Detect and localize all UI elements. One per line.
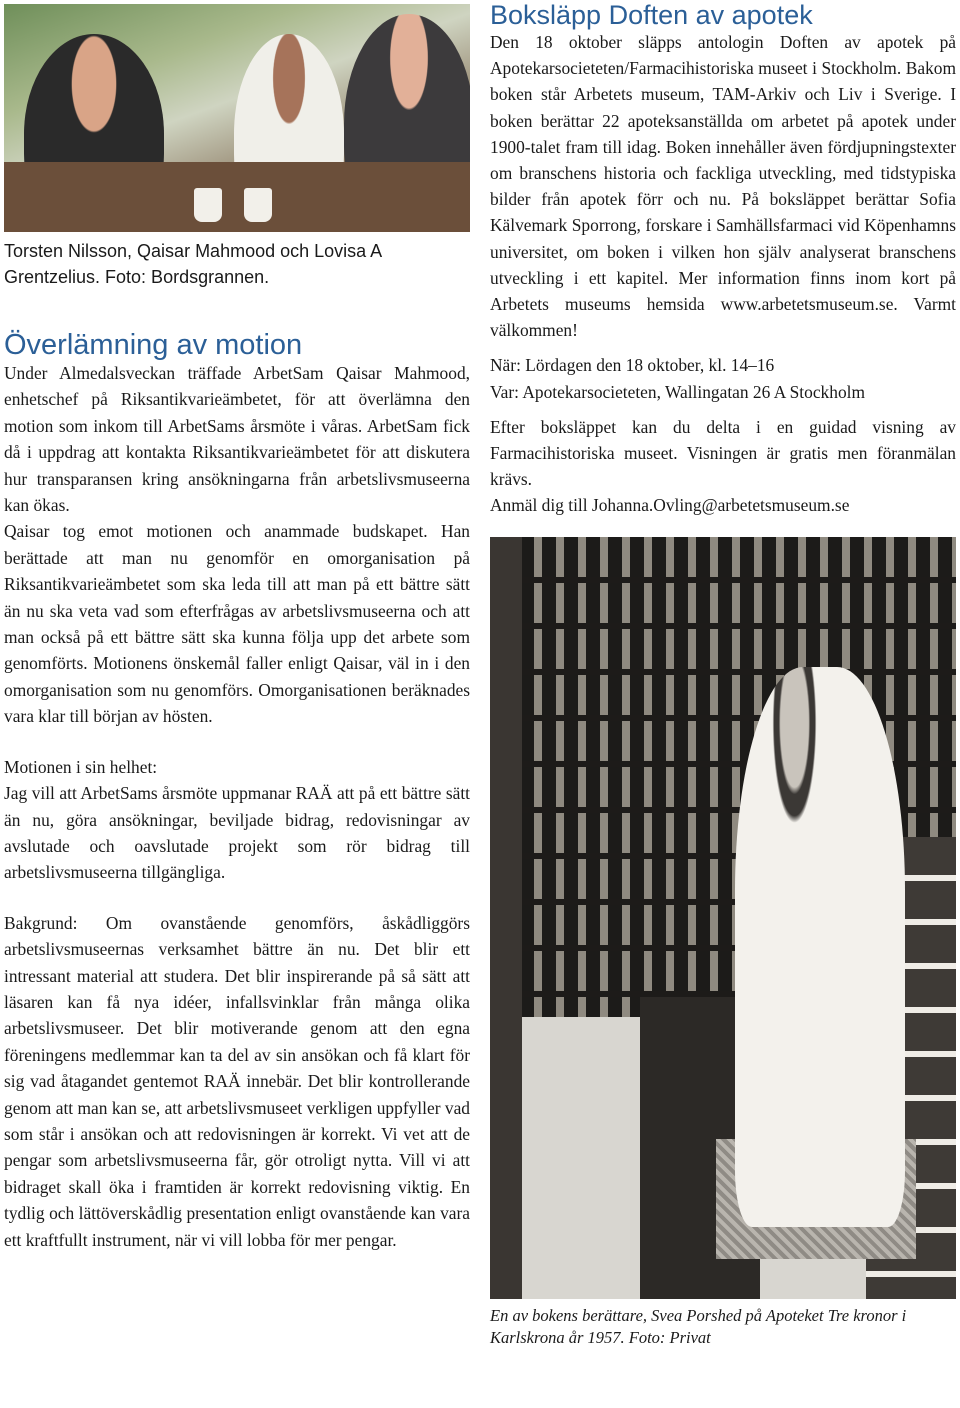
book-release-heading: Boksläpp Doften av apotek	[490, 0, 813, 30]
meeting-photo	[4, 4, 470, 232]
book-release-paragraph: Den 18 oktober släpps antologin Doften av apotek på Apotekarsocieteten/Farmacihistoriska museet i Stockholm. Bakom boken står Arbetets museum, TAM-Arkiv och Liv i Sverige. I boken berättar 22 apoteksanställda om arbetet på apotek under 1900-talet fram till idag. Boken innehåller även fördjupningstexter om branschens historia och fackliga utveckling, med tidstypiska bilder från apotek förr och nu. På boksläppet berättar Sofia Kälvemark Sporrong, forskare i Samhällsfarmaci vid Köpenhamns universitet, om boken i vilken hon själv analyserat branschens utveckling i ett kapitel. Mer information finns inom kort på Arbetets museums hemsida www.arbetetsmuseum.se. Varmt välkommen!	[490, 32, 956, 341]
table	[4, 162, 470, 232]
registration-email: Anmäl dig till Johanna.Ovling@arbetetsmuseum.se	[490, 495, 850, 516]
motion-paragraph: Qaisar tog emot motionen och anammade budskapet. Han berättade att man nu genomför en omorganisation på Riksantikvarieämbetet som ska leda till att man på ett bättre sätt än nu ska veta vad som efterfrågas av arbetslivsmuseerna och att man också på ett bättre sätt ska kunna följa upp det arbete som genomförts. Motionens önskemål faller enligt Qaisar, väl in i den omorganisation som nu genomförs. Omorganisationen beräknades vara klar till början av hösten.	[4, 521, 470, 727]
motion-paragraph: Jag vill att ArbetSams årsmöte uppmanar RAÄ att på ett bättre sätt än nu, göra ansökningar, beviljade bidrag, redovisningar av avslutade och oavslutade projekt som rör bidrag till arbetslivsmuseerna tillgängliga.	[4, 783, 470, 883]
pharmacy-photo-caption: En av bokens berättare, Svea Porshed på Apoteket Tre kronor i Karlskrona år 1957. Foto: Privat	[490, 1305, 907, 1347]
motion-heading: Överlämning av motion	[4, 329, 303, 361]
right-column	[490, 0, 956, 1349]
book-release-article	[490, 29, 956, 519]
cup	[244, 188, 272, 222]
event-when: När: Lördagen den 18 oktober, kl. 14–16	[490, 355, 775, 376]
event-where: Var: Apotekarsocieteten, Wallingatan 26 A Stockholm	[490, 381, 865, 402]
shelf-frame	[490, 537, 522, 1299]
pharmacy-photo	[490, 537, 956, 1299]
motion-paragraph: Under Almedalsveckan träffade ArbetSam Qaisar Mahmood, enhetschef på Riksantikvarieämbetet, för att överlämna den motion som inkom till ArbetSams årsmöte i våras. ArbetSam fick då i uppdrag att kontakta Riksantikvarieämbetet för att diskutera hur transparansen kring ansökningarna från arbetslivsmuseerna kan ökas.	[4, 363, 470, 516]
cup	[194, 188, 222, 222]
left-column	[4, 0, 470, 1253]
pharmacist-figure	[735, 667, 905, 1227]
meeting-photo-caption: Torsten Nilsson, Qaisar Mahmood och Lovisa A Grentzelius. Foto: Bordsgrannen.	[4, 241, 382, 287]
motion-subheading: Motionen i sin helhet:	[4, 756, 158, 777]
book-release-paragraph: Efter boksläppet kan du delta i en guidad visning av Farmacihistoriska museet. Visningen är gratis men föranmälan krävs.	[490, 416, 956, 490]
motion-paragraph: Bakgrund: Om ovanstående genomförs, åskådliggörs arbetslivsmuseernas verksamhet bättre än nu. Det blir ett intressant material att studera. Det blir inspirerande på så sätt att läsaren kan få nya idéer, infallsvinklar från många olika arbetslivsmuseer. Det blir motiverande genom att den egna föreningens medlemmar kan ta del av sin ansökan och få klart för sig vad åtagandet gentemot RAÄ innebär. Det blir kontrollerande genom att man kan se, att arbetslivsmuseet verkligen uppfyller vad som står i ansökan och att redovisningen är korrekt. Vi vet att de pengar som arbetslivsmuseerna får, gör otroligt nytta. Vill vi att bidraget skall öka i framtiden är korrekt redovisning viktig. En tydlig och lättöverskådlig presentation enligt ovanstående kan vara ett kraftfullt instrument, när vi vill lobba för mer pengar.	[4, 912, 470, 1250]
motion-article	[4, 360, 470, 1253]
